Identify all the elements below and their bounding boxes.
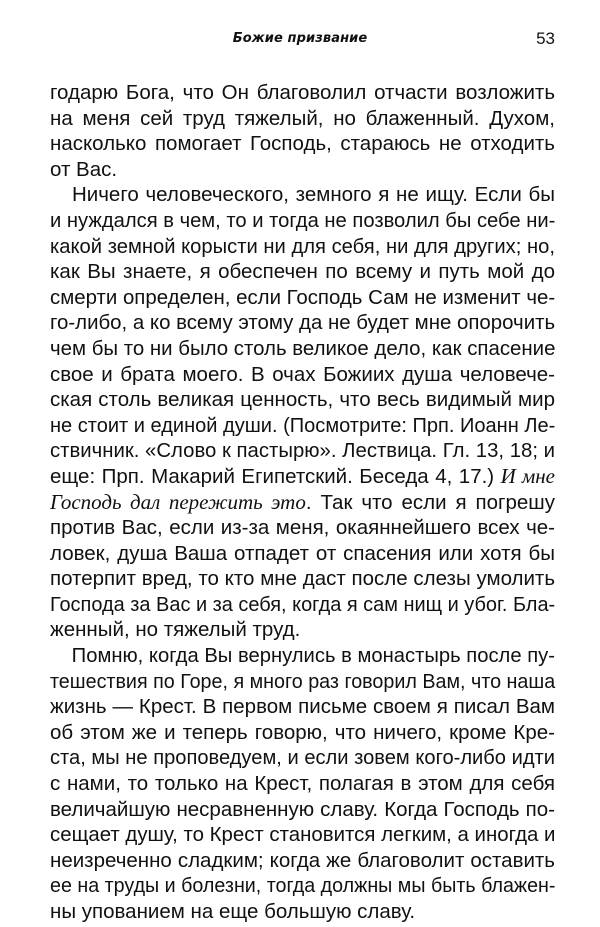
line-text: Ничего человеческого, земного я не ищу. Если бы xyxy=(72,183,555,207)
text-line xyxy=(50,694,555,720)
text-line xyxy=(50,157,555,183)
line-text: смерти определен, если Господь Сам не изменит че- xyxy=(50,285,556,309)
line-text: ста, мы не проповедуем, и если зовем кого-либо идти xyxy=(50,746,555,770)
text-line xyxy=(50,720,555,746)
running-title: Божие призвание xyxy=(232,31,368,46)
italic-emphasis: И мне xyxy=(500,463,555,488)
line-text: потерпит вред, то кто мне даст после слезы умолить xyxy=(50,567,555,591)
line-text: и нуждался в чем, то и тогда не позволил бы себе ни- xyxy=(50,208,556,232)
line-text: неизреченно сладким; когда же благоволит оставить xyxy=(50,848,555,872)
line-text: го-либо, а ко всему этому да не будет мне опорочить xyxy=(50,311,556,335)
line-text: Помню, когда Вы вернулись в монастырь после пу- xyxy=(71,644,555,668)
line-text: еще: Прп. Макарий Египетский. Беседа 4, 17.) xyxy=(50,464,495,488)
text-line xyxy=(50,745,555,771)
line-text: годарю Бога, что Он благоволил отчасти возложить xyxy=(50,81,555,104)
line-text: не стоит и единой души. (Посмотрите: Прп. Иоанн Ле- xyxy=(50,413,556,437)
line-text: от Вас. xyxy=(50,157,118,181)
text-line xyxy=(50,848,555,874)
line-text: насколько помогает Господь, стараюсь не отходить xyxy=(50,132,555,156)
text-line xyxy=(50,285,555,311)
line-text: свое и брата моего. В очах Божиих душа человече- xyxy=(50,362,555,386)
line-text: какой земной корысти ни для себя, ни для других; но, xyxy=(50,234,555,258)
line-text: величайшую несравненную славу. Когда Господь по- xyxy=(50,797,555,821)
line-text: чем бы то ни было столь великое дело, как спасение xyxy=(50,336,556,360)
text-line xyxy=(50,336,555,362)
text-line xyxy=(50,669,555,695)
text-line xyxy=(50,797,555,823)
paragraph-first-line xyxy=(50,182,555,208)
text-line xyxy=(50,515,555,541)
text-line xyxy=(50,771,555,797)
line-text: ствичник. «Слово к пастырю». Лествица. Гл. 13, 18; и xyxy=(50,439,555,463)
line-text: женный, но тяжелый труд. xyxy=(50,618,301,642)
text-line xyxy=(50,310,555,336)
paragraph-first-line xyxy=(50,643,555,669)
line-text: сещает душу, то Крест становится легким, а иногда и xyxy=(50,823,556,847)
text-line xyxy=(50,80,555,106)
italic-emphasis: Господь дал пережить это xyxy=(50,489,306,514)
text-line xyxy=(50,490,555,516)
page-number: 53 xyxy=(536,29,555,48)
text-line xyxy=(50,438,555,464)
line-text: Господа за Вас и за себя, когда я сам нищ и убог. Бла- xyxy=(50,592,556,616)
line-text: ская столь великая ценность, что весь видимый мир xyxy=(50,388,555,412)
line-text: об этом же и теперь говорю, что ничего, кроме Кре- xyxy=(50,720,555,744)
text-line xyxy=(50,566,555,592)
running-header xyxy=(0,29,600,51)
text-line xyxy=(50,592,555,618)
text-line xyxy=(50,106,555,132)
line-text: тешествия по Горе, я много раз говорил Вам, что наша xyxy=(50,669,556,693)
line-text: с нами, то только на Крест, полагая в этом для себя xyxy=(50,772,555,796)
text-line xyxy=(50,541,555,567)
line-text: ловек, душа Ваша отпадет от спасения или хотя бы xyxy=(50,541,555,565)
line-text: против Вас, если из-за меня, окаяннейшего всех че- xyxy=(50,516,555,540)
text-line xyxy=(50,873,555,899)
body-text xyxy=(50,80,555,925)
text-line xyxy=(50,387,555,413)
line-text: на меня сей труд тяжелый, но блаженный. Духом, xyxy=(50,106,555,130)
text-line xyxy=(50,617,555,643)
text-line xyxy=(50,208,555,234)
line-text: жизнь — Крест. В первом письме своем я писал Вам xyxy=(50,695,555,719)
line-text: ны упованием на еще большую славу. xyxy=(50,900,416,923)
text-line xyxy=(50,362,555,388)
line-text: ее на труды и болезни, тогда должны мы быть блажен- xyxy=(50,874,556,898)
line-text: как Вы знаете, я обеспечен по всему и путь мой до xyxy=(50,260,555,284)
text-line xyxy=(50,464,555,490)
text-line xyxy=(50,899,555,925)
text-line xyxy=(50,131,555,157)
text-line xyxy=(50,259,555,285)
line-text: . Так что если я погрешу xyxy=(305,490,555,514)
text-line xyxy=(50,413,555,439)
text-line xyxy=(50,234,555,260)
text-line xyxy=(50,822,555,848)
